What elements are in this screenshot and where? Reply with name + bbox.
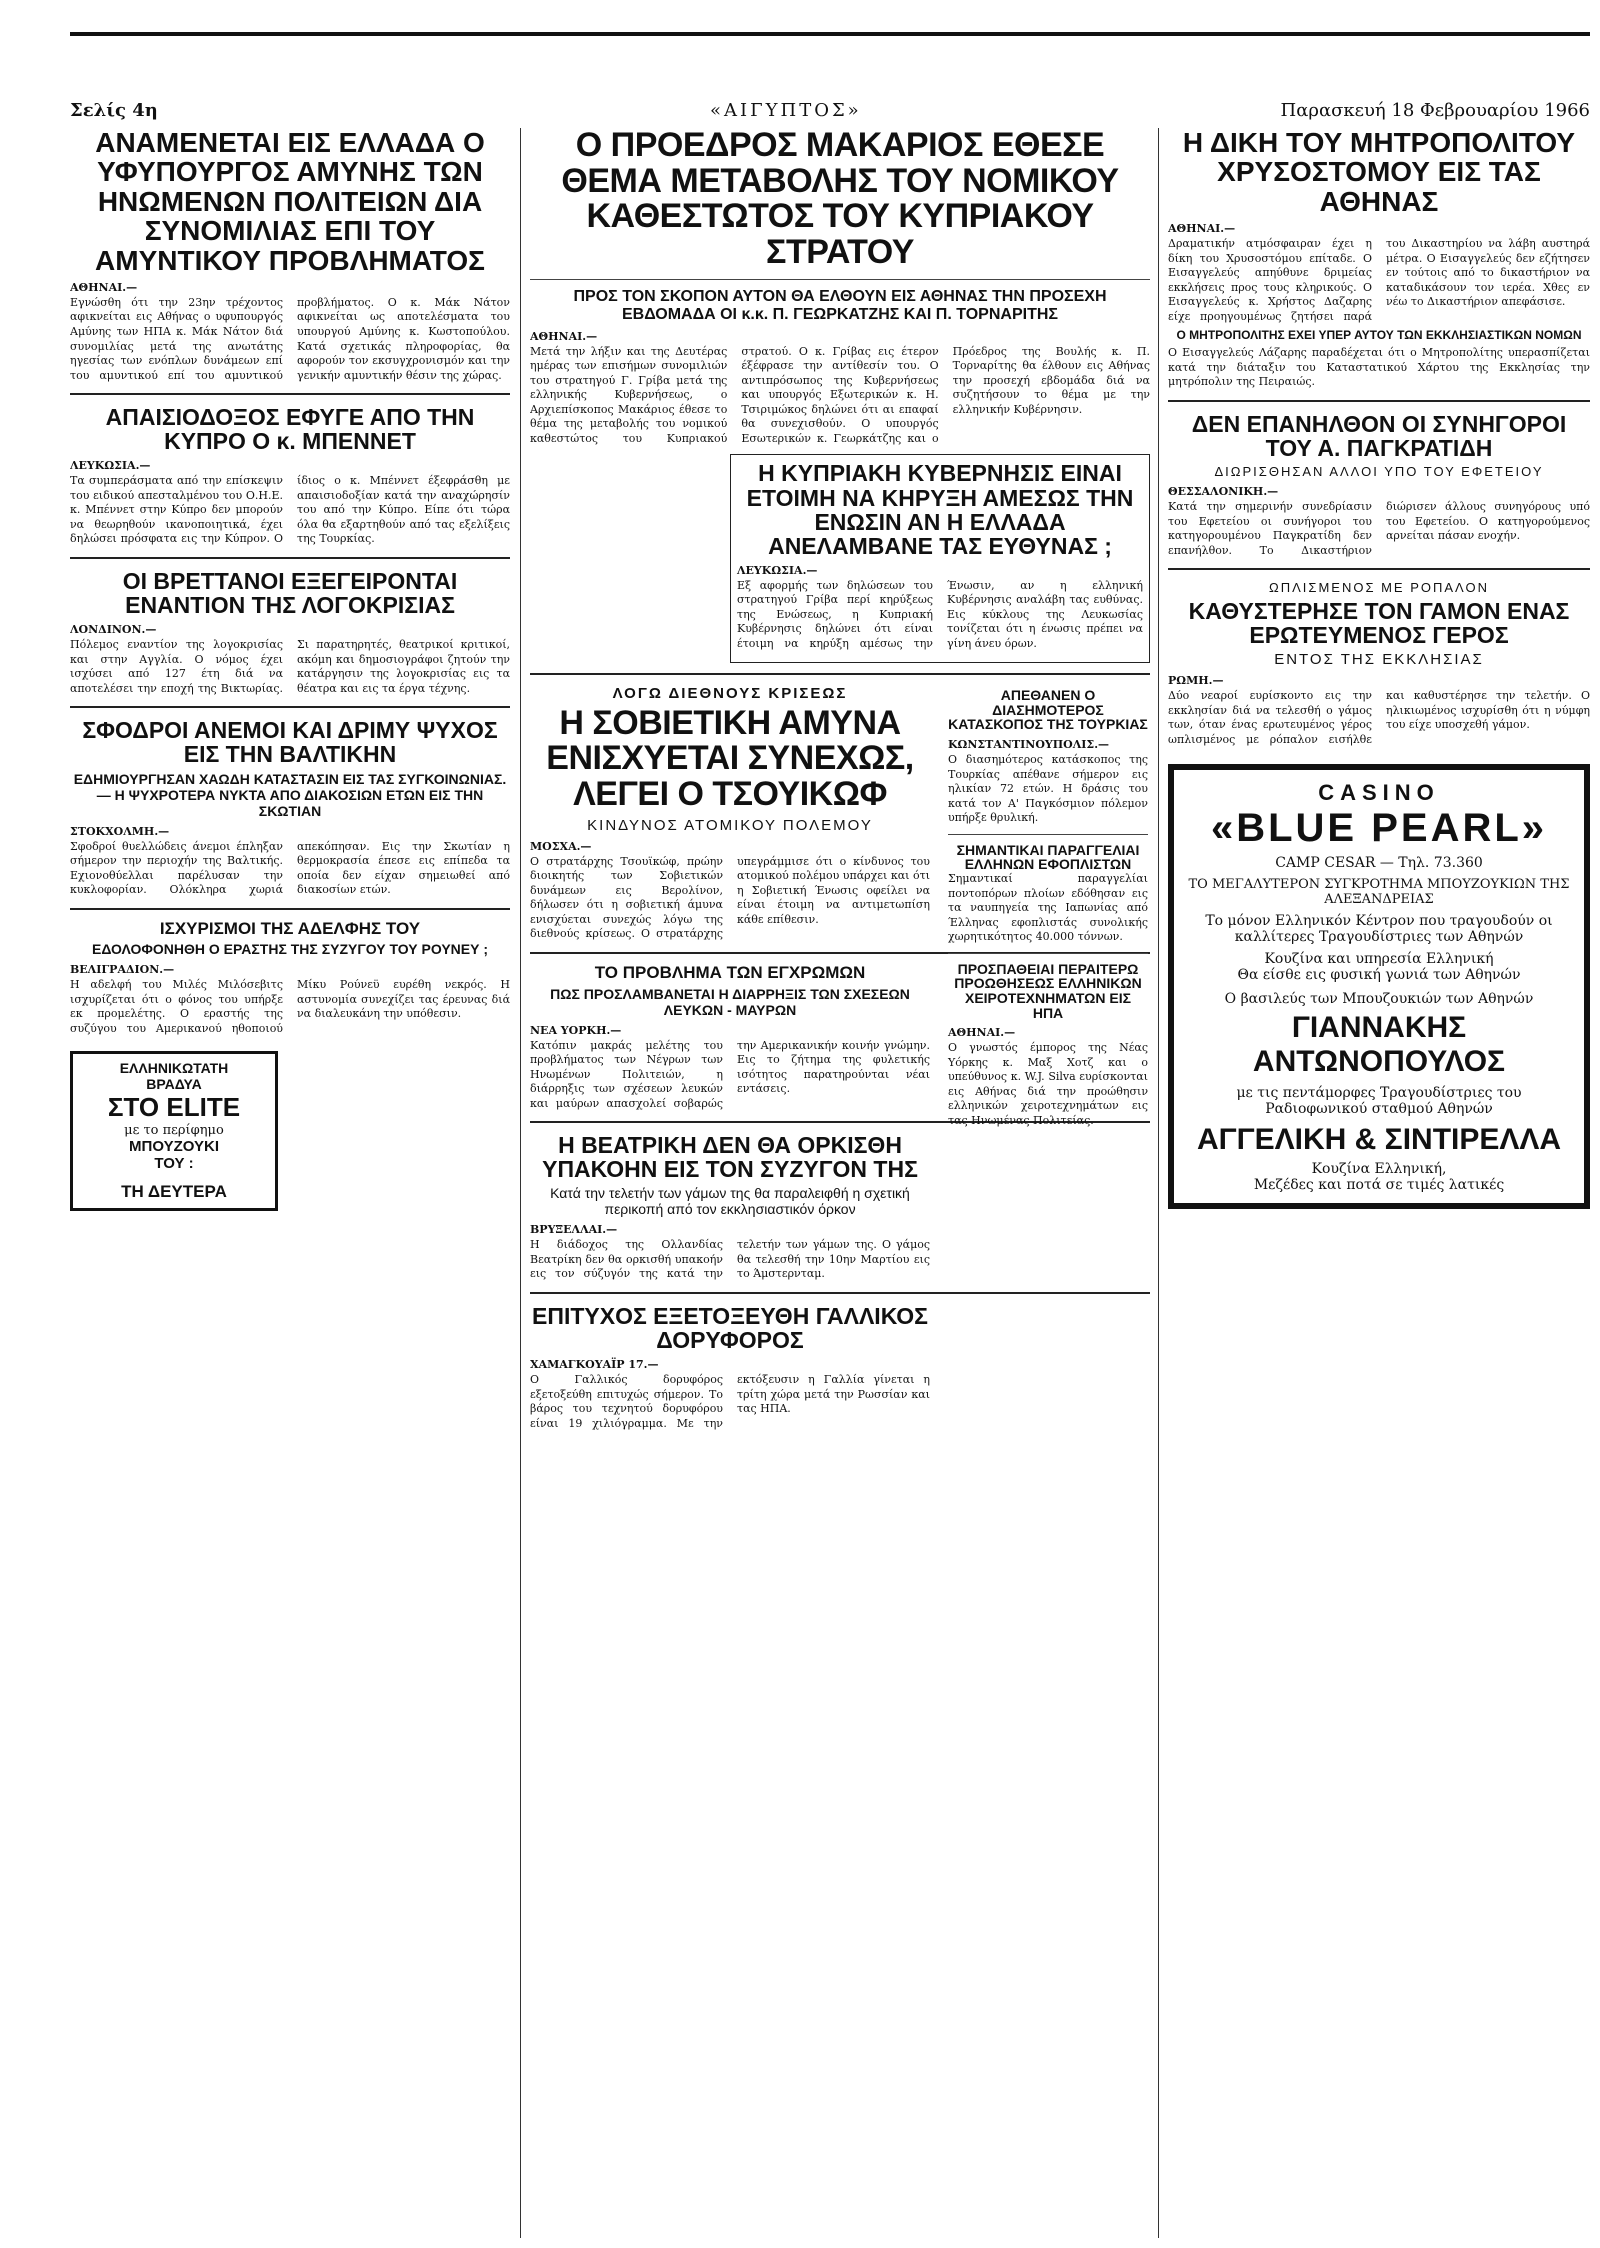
dateline: ΛΟΝΔΙΝΟΝ.—	[70, 623, 157, 637]
article-body: Κατά την σημερινήν συνεδρίασιν του Εφετείου οι συνήγοροι του κατηγορουμένου Παγκρατίδη δεν επανήλθον. Το Δικαστήριον διώρισεν άλλους συνηγόρους υπό του Εφετείου. Ο κατηγορούμενος αρνείται πάσαν ενοχήν.	[1168, 500, 1590, 557]
headline: ΣΗΜΑΝΤΙΚΑΙ ΠΑΡΑΓΓΕΛΙΑΙ ΕΛΛΗΝΩΝ ΕΦΟΠΛΙΣΤΩΝ	[956, 841, 1140, 873]
ad-line: ΒΡΑΔΥΑ	[146, 1075, 202, 1092]
subheadline: ΕΔΗΜΙΟΥΡΓΗΣΑΝ ΧΑΩΔΗ ΚΑΤΑΣΤΑΣΙΝ ΕΙΣ ΤΑΣ ΣΥΓΚΟΙΝΩΝΙΑΣ. — Η ΨΥΧΡΟΤΕΡΑ ΝΥΚΤΑ ΑΠΟ ΔΙΑΚΟΣΙΩΝ ΕΤΩΝ ΕΙΣ ΤΗΝ ΣΚΩΤΙΑΝ	[73, 770, 507, 819]
divider	[1168, 400, 1590, 402]
kicker: Ο ΜΗΤΡΟΠΟΛΙΤΗΣ ΕΧΕΙ ΥΠΕΡ ΑΥΤΟΥ ΤΩΝ ΕΚΚΛΗΣΙΑΣΤΙΚΩΝ ΝΟΜΩΝ	[1176, 328, 1582, 343]
column-divider	[1158, 128, 1159, 2238]
headline: Η ΚΥΠΡΙΑΚΗ ΚΥΒΕΡΝΗΣΙΣ ΕΙΝΑΙ ΕΤΟΙΜΗ ΝΑ ΚΗΡΥΞΗ ΑΜΕΣΩΣ ΤΗΝ ΕΝΩΣΙΝ ΑΝ Η ΕΛΛΑΔΑ ΑΝΕΛΑΜΒΑΝΕ ΤΑΣ ΕΥΘΥΝΑΣ ;	[746, 460, 1134, 559]
dateline: ΧΑΜΑΓΚΟΥΑΪΡ 17.—	[530, 1358, 659, 1372]
ad-performer: ΑΓΓΕΛΙΚΗ & ΣΙΝΤΙΡΕΛΛΑ	[1196, 1122, 1562, 1156]
article-body: Κατόπιν μακράς μελέτης του προβλήματος των Νέγρων των Ηνωμένων Πολιτειών, η διάρρηξις των σχέσεων λευκών και μαύρων απασχολεί σοβαρώς την Αμερικανικήν κοινήν γνώμην. Εις το ζήτημα της φυλετικής ισότητος παρατηρούνται νέαι εντάσεις.	[530, 1038, 930, 1110]
article-body: Σημαντικαί παραγγελίαι ποντοπόρων πλοίων εδόθησαν εις τα ναυπηγεία της Ιαπωνίας από Έλληνας εφοπλιστάς συνολικής χωρητικότητος 40.000 τόννων.	[948, 872, 1148, 944]
top-border	[70, 32, 1590, 36]
dateline: ΜΟΣΧΑ.—	[530, 839, 592, 853]
headline: ΚΑΘΥΣΤΕΡΗΣΕ ΤΟΝ ΓΑΜΟΝ ΕΝΑΣ ΕΡΩΤΕΥΜΕΝΟΣ ΓΕΡΟΣ	[1188, 598, 1570, 649]
article-bennett	[70, 405, 510, 547]
ad-line: ΕΛΛΗΝΙΚΩΤΑΤΗ	[119, 1059, 229, 1076]
dateline: ΑΘΗΝΑΙ.—	[948, 1026, 1016, 1040]
article-satellite	[530, 1304, 930, 1431]
article-enosis	[730, 454, 1150, 662]
article-body: Ο Εισαγγελεύς Λάζαρης παραδέχεται ότι ο Μητροπολίτης υπερασπίζεται κατά την διάταξιν του Καταστατικού Χάρτου της Εκκλησίας την μητρόπολιν της Πειραιώς.	[1168, 346, 1590, 389]
dateline: ΡΩΜΗ.—	[1168, 674, 1224, 688]
subheadline: ΠΩΣ ΠΡΟΣΛΑΜΒΑΝΕΤΑΙ Η ΔΙΑΡΡΗΞΙΣ ΤΩΝ ΣΧΕΣΕΩΝ ΛΕΥΚΩΝ - ΜΑΥΡΩΝ	[550, 985, 910, 1018]
article-defense	[70, 128, 510, 383]
ad-line: ΤΟ ΜΕΓΑΛΥΤΕΡΟΝ ΣΥΓΚΡΟΤΗΜΑ ΜΠΟΥΖΟΥΚΙΩΝ ΤΗΣ ΑΛΕΞΑΝΔΡΕΙΑΣ	[1188, 876, 1570, 907]
article-pagkratidis	[1168, 412, 1590, 558]
subheadline: ΕΔΟΛΟΦΟΝΗΘΗ Ο ΕΡΑΣΤΗΣ ΤΗΣ ΣΥΖΥΓΟΥ ΤΟΥ ΡΟΥΝΕΥ ;	[91, 941, 489, 958]
headline: Ο ΠΡΟΕΔΡΟΣ ΜΑΚΑΡΙΟΣ ΕΘΕΣΕ ΘΕΜΑ ΜΕΤΑΒΟΛΗΣ ΤΟΥ ΝΟΜΙΚΟΥ ΚΑΘΕΣΤΩΤΟΣ ΤΟΥ ΚΥΠΡΙΑΚΟΥ ΣΤΡΑΤΟΥ	[561, 128, 1119, 272]
article-wedding	[1168, 580, 1590, 747]
headline: ΙΣΧΥΡΙΣΜΟΙ ΤΗΣ ΑΔΕΛΦΗΣ ΤΟΥ	[159, 918, 421, 938]
article-body: Εγνώσθη ότι την 23ην τρέχοντος αφικνείται εις Αθήνας ο υφυπουργός Αμύνης των ΗΠΑ κ. Μάκ Νάτον διά συνομιλίας μετά της ανωτάτης ηγεσίας των ενόπλων δυνάμεων επί του αμυντικού επί του αμυντικού προβλήματος. Ο κ. Μάκ Νάτον αφικνείται ως αποτελέσματα του υπουργού Αμύνης κ. Κωστοπούλου. Κατά σχετικάς πληροφορίας, θα αφορούν τον εκσυγχρονισμόν και την γενικήν αμυντικήν θέσιν της χώρας.	[70, 295, 510, 382]
masthead	[70, 100, 1590, 126]
dateline: ΣΤΟΚΧΟΛΜΗ.—	[70, 824, 170, 838]
subheadline: ΠΡΟΣ ΤΟΝ ΣΚΟΠΟΝ ΑΥΤΟΝ ΘΑ ΕΛΘΟΥΝ ΕΙΣ ΑΘΗΝΑΣ ΤΗΝ ΠΡΟΣΕΧΗ ΕΒΔΟΜΑΔΑ ΟΙ κ.κ. Π. ΓΕΩΡΚΑΤΖΗΣ ΚΑΙ Π. ΤΟΡΝΑΡΙΤΗΣ	[573, 287, 1107, 323]
ad-line: CAMP CESAR — Τηλ. 73.360	[1275, 854, 1483, 871]
divider	[530, 279, 1150, 280]
article-body: Η αδελφή του Μιλές Μιλόσεβιτς ισχυρίζεται ότι ο φόνος του υπήρξε εκ προμελέτης. Ο εραστής της συζύγου του Αμερικανού ηθοποιού Μίκυ Ρούνεϋ ευρέθη νεκρός. Η αστυνομία συνεχίζει τας έρευνας διά να διαλευκάνη την υπόθεσιν.	[70, 978, 510, 1035]
divider	[1168, 568, 1590, 570]
ad-line: Κουζίνα και υπηρεσία Ελληνική	[1264, 950, 1494, 967]
article-body: Ο Γαλλικός δορυφόρος εξετοξεύθη επιτυχώς σήμερον. Το βάρος του τεχνητού δορυφόρου είναι 19 χιλιόγραμμα. Με την εκτόξευσιν η Γαλλία γίνεται η τρίτη χώρα μετά την Ρωσσίαν και τας ΗΠΑ.	[530, 1373, 930, 1430]
ad-line: Το μόνον Ελληνικόν Κέντρον που τραγουδούν οι καλλίτερες Τραγουδίστριες των Αθηνών	[1205, 912, 1553, 945]
article-baltic	[70, 718, 510, 897]
subheadline: Κατά την τελετήν των γάμων της θα παραλειφθή η σχετική περικοπή από τον εκκλησιαστικόν όρκον	[550, 1185, 910, 1218]
dateline: ΑΘΗΝΑΙ.—	[70, 280, 138, 294]
dateline: ΛΕΥΚΩΣΙΑ.—	[70, 459, 151, 473]
article-body: Ο γνωστός έμπορος της Νέας Υόρκης κ. Μαξ Χοτζ και ο υπεύθυνος κ. W.J. Silva ευρίσκονται εις Αθήνας διά την προώθησιν ελληνικών χειροτεχνημάτων εις τας Ηνωμένας Πολιτείας.	[948, 1041, 1148, 1127]
ad-line: CASINO	[1318, 779, 1440, 805]
dateline: ΑΘΗΝΑΙ.—	[1168, 222, 1236, 236]
headline: ΤΟ ΠΡΟΒΛΗΜΑ ΤΩΝ ΕΓΧΡΩΜΩΝ	[594, 962, 866, 982]
ad-line: Θα είσθε εις φυσική γωνιά των Αθηνών	[1237, 966, 1521, 983]
article-race	[530, 964, 930, 1111]
dateline: ΒΡΥΞΕΛΛΑΙ.—	[530, 1223, 618, 1237]
ad-line: με το περίφημο	[124, 1122, 224, 1138]
headline: ΠΡΟΣΠΑΘΕΙΑΙ ΠΕΡΑΙΤΕΡΩ ΠΡΟΩΘΗΣΕΩΣ ΕΛΛΗΝΙΚΩΝ ΧΕΙΡΟΤΕΧΝΗΜΑΤΩΝ ΕΙΣ ΗΠΑ	[954, 960, 1142, 1021]
article-body: Δύο νεαροί ευρίσκοντο εις την εκκλησίαν διά να τελεσθή ο γάμος των, όταν ένας ερωτευμένος γέρος ωπλισμένος με ρόπαλον εισήλθε και καθυστέρησε την τελετήν. Ο ηλικιωμένος ισχυρίσθη ότι η νύμφη του είχε υποσχεθή γάμον.	[1168, 689, 1590, 746]
article-censorship	[70, 569, 510, 696]
elite-advertisement	[70, 1051, 278, 1211]
article-body: Μετά την λήξιν και της Δευτέρας ημέρας των επισήμων συνομιλιών του στρατηγού Γ. Γρίβα μετά της ελληνικής Κυβερνήσεως, ο Αρχιεπίσκοπος Μακάριος έθεσε το θέμα της μεταβολής του νομικού καθεστώτος του Κυπριακού στρατού. Ο κ. Γρίβας εις έτερον έξέφρασε την αντίθεσίν του. Ο αντιπρόσωπος της Κυβερνήσεως και υπουργός Εξωτερικών κ. Η. Τσιριμώκος δηλώνει ότι αι επαφαί θα συνεχισθούν. Ο υπουργός Εσωτερικών κ. Γεωρκάτζης και ο Πρόεδρος της Βουλής κ. Π. Τορναρίτης θα έλθουν εις Αθήνας την προσεχή εβδομάδα διά να συζητήσουν το θέμα με την ελληνικήν Κυβέρνησιν.	[530, 344, 1150, 445]
subheadline: ΚΙΝΔΥΝΟΣ ΑΤΟΜΙΚΟΥ ΠΟΛΕΜΟΥ	[587, 816, 873, 834]
article-body: Ο στρατάρχης Τσουϊκώφ, πρώην διοικητής των Σοβιετικών δυνάμεων εις Βερολίνον, δήλωσεν ότι η σοβιετική άμυνα ενισχύεται συνεχώς λόγω της διεθνούς κρίσεως. Ο στρατάρχης υπεγράμμισε ότι ο κίνδυνος του ατομικού πολέμου υπάρχει και ότι η Σοβιετική Ένωσις οφείλει να είναι έτοιμη να αντιμετωπίση κάθε επίθεσιν.	[530, 854, 930, 941]
headline: ΣΦΟΔΡΟΙ ΑΝΕΜΟΙ ΚΑΙ ΔΡΙΜΥ ΨΥΧΟΣ ΕΙΣ ΤΗΝ ΒΑΛΤΙΚΗΝ	[82, 717, 498, 768]
dateline: ΝΕΑ ΥΟΡΚΗ.—	[530, 1023, 622, 1037]
dateline: ΚΩΝΣΤΑΝΤΙΝΟΥΠΟΛΙΣ.—	[948, 738, 1110, 752]
column-right	[1168, 128, 1590, 2238]
article-body: Ο διασημότερος κατάσκοπος της Τουρκίας απέθανε σήμερον εις ηλικίαν 72 ετών. Η δράσις του κατά τον Α' Παγκόσμιον πόλεμον υπήρξε θρυλική.	[948, 753, 1148, 825]
article-makarios	[530, 128, 1150, 446]
ad-venue: ΣΤΟ ΕLΙΤΕ	[107, 1091, 241, 1122]
article-body: Δραματικήν ατμόσφαιραν έχει η δίκη του Χρυσοστόμου επίταδε. Ο Εισαγγελεύς απηύθυνε δριμείας εκκλήσεις προς τους κληρικούς. Ο Εισαγγελεύς κ. Χρήστος Δαζαρης είχε προηγουμένως ζητήσει παρά του Δικαστηρίου να λάβη αυστηρά μέτρα. Ο Εισαγγελεύς δεν εζήτησεν εν τούτοις από το δικαστήριον να καταδικάσουν τον ιερέα. Χθες εν νέω το Δικαστήριον απεφάσισε.	[1168, 237, 1590, 323]
divider	[70, 393, 510, 395]
ad-line: ΜΠΟΥΖΟΥΚΙ	[129, 1137, 219, 1155]
blue-pearl-advertisement	[1168, 764, 1590, 1209]
ad-line: με τις πεντάμορφες Τραγουδίστριες του Ραδιοφωνικού σταθμού Αθηνών	[1236, 1084, 1522, 1117]
headline: ΑΝΑΜΕΝΕΤΑΙ ΕΙΣ ΕΛΛΑΔΑ Ο ΥΦΥΠΟΥΡΓΟΣ ΑΜΥΝΗΣ ΤΩΝ ΗΝΩΜΕΝΩΝ ΠΟΛΙΤΕΙΩΝ ΔΙΑ ΣΥΝΟΜΙΛΙΑΣ ΕΠΙ ΤΟΥ ΑΜΥΝΤΙΚΟΥ ΠΡΟΒΛΗΜΑΤΟΣ	[95, 128, 485, 276]
dateline: ΘΕΣΣΑΛΟΝΙΚΗ.—	[1168, 485, 1279, 499]
subheadline: ΔΙΩΡΙΣΘΗΣΑΝ ΑΛΛΟΙ ΥΠΟ ΤΟΥ ΕΦΕΤΕΙΟΥ	[1214, 464, 1544, 480]
divider	[948, 953, 1148, 954]
headline: ΟΙ ΒΡΕΤΤΑΝΟΙ ΕΞΕΓΕΙΡΟΝΤΑΙ ΕΝΑΝΤΙΟΝ ΤΗΣ ΛΟΓΟΚΡΙΣΙΑΣ	[122, 567, 458, 619]
divider	[70, 706, 510, 708]
subheadline: ΕΝΤΟΣ ΤΗΣ ΕΚΚΛΗΣΙΑΣ	[1274, 651, 1484, 669]
ad-venue: «BLUE PEARL»	[1210, 805, 1548, 850]
page-number: Σελίς 4η	[70, 100, 158, 121]
issue-date: Παρασκευή 18 Φεβρουαρίου 1966	[1280, 100, 1590, 121]
newspaper-page	[70, 0, 1590, 2248]
article-beatrix	[530, 1133, 930, 1282]
ad-line: Ο βασιλεύς των Μπουζουκιών των Αθηνών	[1224, 990, 1534, 1007]
column-center	[530, 128, 1150, 2238]
ad-day: ΤΗ ΔΕΥΤΕΡΑ	[121, 1181, 227, 1201]
kicker: ΩΠΛΙΣΜΕΝΟΣ ΜΕ ΡΟΠΑΛΟΝ	[1269, 580, 1489, 596]
headline: Η ΒΕΑΤΡΙΚΗ ΔΕΝ ΘΑ ΟΡΚΙΣΘΗ ΥΠΑΚΟΗΝ ΕΙΣ ΤΟΝ ΣΥΖΥΓΟΝ ΤΗΣ	[542, 1132, 918, 1183]
article-body: Σφοδροί θυελλώδεις άνεμοι έπληξαν σήμερον την περιοχήν της Βαλτικής. Εχιονοθύελλαι παρέλυσαν την κυκλοφορίαν. Ολόκληρα χωριά απεκόπησαν. Εις την Σκωτίαν η θερμοκρασία έπεσε εις επίπεδα τα οποία δεν είχαν σημειωθεί από διακοσίων ετών.	[70, 839, 510, 897]
dateline: ΑΘΗΝΑΙ.—	[530, 329, 598, 343]
article-chrysostomos	[1168, 128, 1590, 390]
dateline: ΛΕΥΚΩΣΙΑ.—	[737, 563, 818, 577]
ad-line: ΤΟΥ :	[154, 1154, 194, 1172]
headline: Η ΔΙΚΗ ΤΟΥ ΜΗΤΡΟΠΟΛΙΤΟΥ ΧΡΥΣΟΣΤΟΜΟΥ ΕΙΣ ΤΑΣ ΑΘΗΝΑΣ	[1182, 128, 1576, 217]
divider	[530, 1292, 1150, 1294]
column-center-narrow	[948, 688, 1148, 1132]
headline: Η ΣΟΒΙΕΤΙΚΗ ΑΜΥΝΑ ΕΝΙΣΧΥΕΤΑΙ ΣΥΝΕΧΩΣ, ΛΕΓΕΙ Ο ΤΣΟΥΙΚΩΦ	[546, 703, 914, 813]
divider	[70, 908, 510, 910]
article-body: Τα συμπεράσματα από την επίσκεψιν του ειδικού απεσταλμένου του Ο.Η.Ε. κ. Μπέννετ στην Κύπρο δεν μπορούν να θεωρηθούν ικανοποιητικά, έχει δηλώσει πρόσφατα εις την Κύπρον. Ο ίδιος ο κ. Μπέννετ έξεφράσθη με απαισιοδοξίαν κατά την αναχώρησίν του από την Κύπρο. Είπε ότι τώρα όλα θα εξαρτηθούν από τας εξελίξεις της Τουρκίας.	[70, 474, 510, 546]
column-divider	[520, 128, 521, 2238]
headline: ΑΠΑΙΣΙΟΔΟΞΟΣ ΕΦΥΓΕ ΑΠΟ ΤΗΝ ΚΥΠΡΟ Ο κ. ΜΠΕΝΝΕΤ	[105, 404, 475, 455]
ad-line: Μεζέδες και ποτά σε τιμές λατικές	[1253, 1176, 1505, 1193]
article-body: Η διάδοχος της Ολλανδίας Βεατρίκη δεν θα ορκισθή υπακοήν εις τον σύζυγόν της κατά την τελετήν των γάμων της. Ο γάμος θα τελεσθή την 10ην Μαρτίου εις το Άμστερνταμ.	[530, 1238, 930, 1281]
headline: ΑΠΕΘΑΝΕΝ Ο ΔΙΑΣΗΜΟΤΕΡΟΣ ΚΑΤΑΣΚΟΠΟΣ ΤΗΣ ΤΟΥΡΚΙΑΣ	[948, 687, 1148, 733]
article-body: Εξ αφορμής των δηλώσεων του στρατηγού Γρίβα περί κηρύξεως της Ενώσεως, η Κυπριακή Κυβέρνησις δηλώνει ότι είναι έτοιμη να κηρύξη αμέσως την Ένωσιν, αν η ελληνική Κυβέρνησις αναλάβη τας ευθύνας. Εις κύκλους της Λευκωσίας τονίζεται ότι η ένωσις πρέπει να γίνη άνευ όρων.	[737, 578, 1143, 650]
article-body: Πόλεμος εναντίον της λογοκρισίας και στην Αγγλία. Ο νόμος έχει ισχύσει από 127 έτη διά να αποτελέσει την εποχή της Βικτωρίας. Σι παρατηρητές, θεατρικοί κριτικοί, ακόμη και δημοσιογράφοι ζητούν την κατάργησιν της λογοκρισίας εις τα θέατρα και εις τα έργα τέχνης.	[70, 638, 510, 695]
ad-performer: ΓΙΑΝΝΑΚΗΣ ΑΝΤΩΝΟΠΟΥΛΟΣ	[1252, 1010, 1506, 1078]
article-rooney	[70, 920, 510, 1037]
column-left	[70, 128, 510, 2238]
divider	[530, 673, 1150, 675]
divider	[70, 557, 510, 559]
article-soviet	[530, 685, 930, 942]
kicker: ΛΟΓΩ ΔΙΕΘΝΟΥΣ ΚΡΙΣΕΩΣ	[612, 684, 848, 702]
headline: ΔΕΝ ΕΠΑΝΗΛΘΟΝ ΟΙ ΣΥΝΗΓΟΡΟΙ ΤΟΥ Α. ΠΑΓΚΡΑΤΙΔΗ	[1191, 410, 1567, 461]
headline: ΕΠΙΤΥΧΟΣ ΕΞΕΤΟΞΕΥΘΗ ΓΑΛΛΙΚΟΣ ΔΟΡΥΦΟΡΟΣ	[532, 1302, 928, 1354]
divider	[948, 834, 1148, 835]
paper-name: «ΑΙΓΥΠΤΟΣ»	[710, 100, 862, 121]
ad-line: Κουζίνα Ελληνική,	[1311, 1160, 1447, 1177]
dateline: ΒΕΛΙΓΡΑΔΙΟΝ.—	[70, 963, 175, 977]
